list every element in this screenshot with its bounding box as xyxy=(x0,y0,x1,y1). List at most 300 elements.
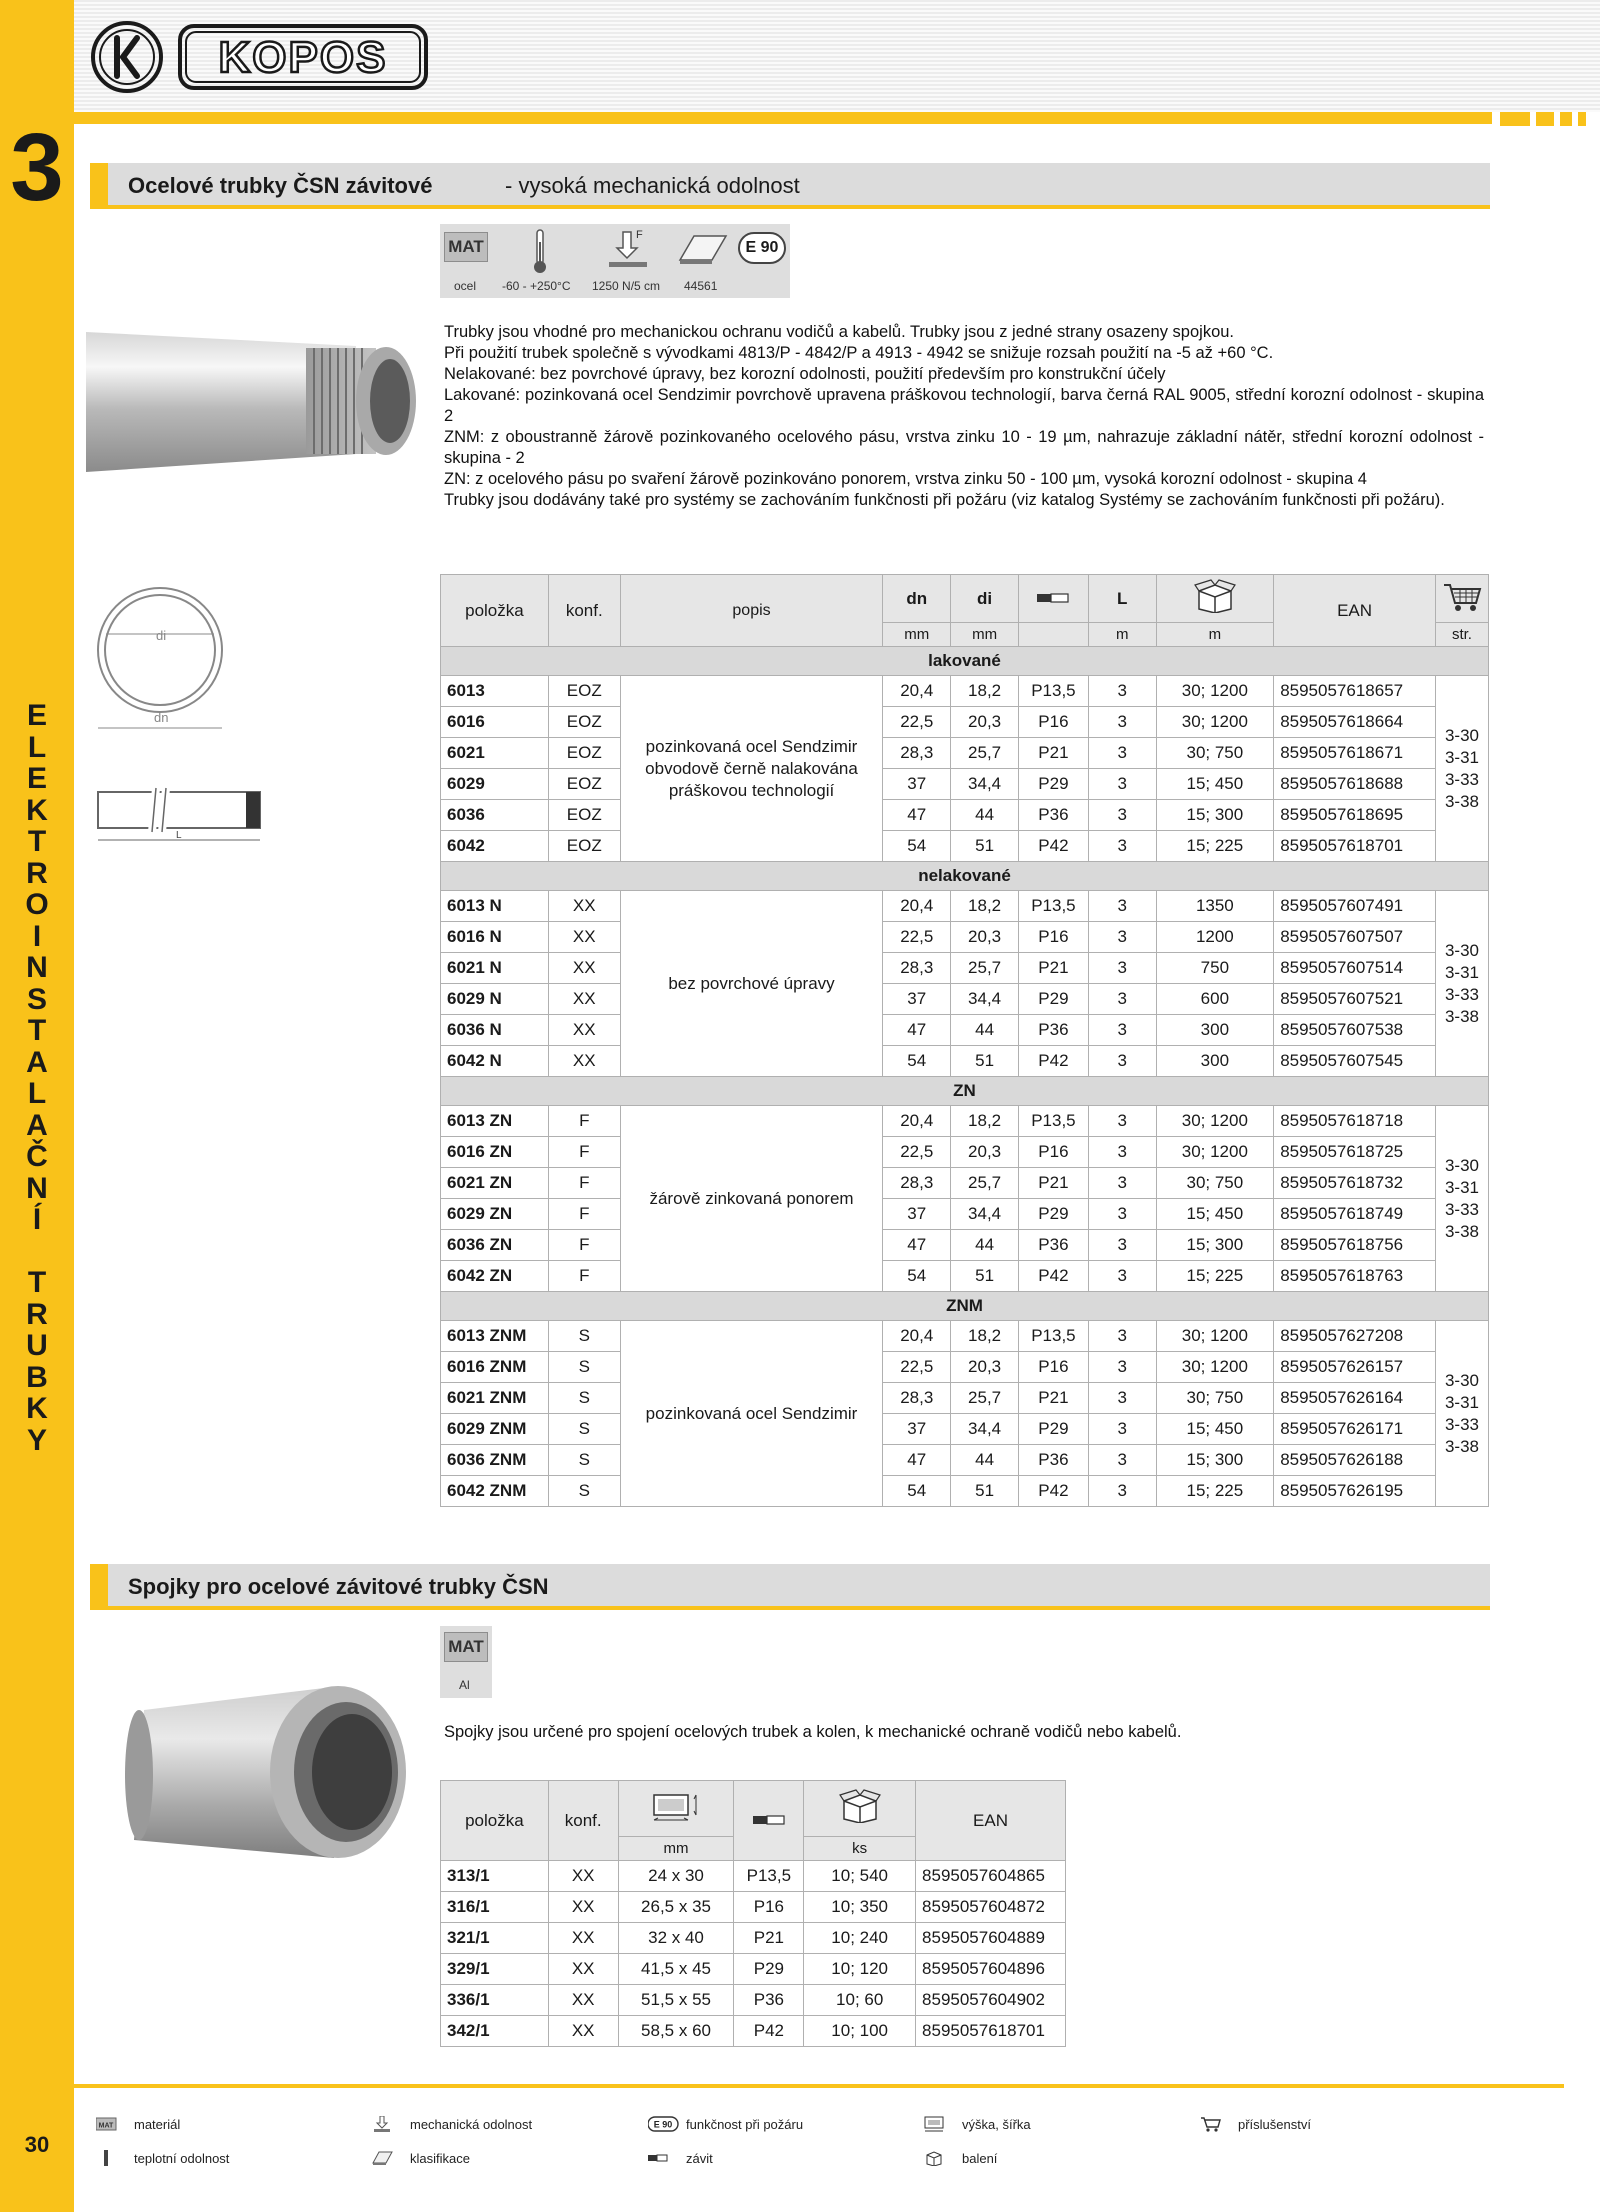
thread: P16 xyxy=(1018,1137,1088,1168)
packaging: 15; 300 xyxy=(1156,1230,1274,1261)
outer-diameter: 47 xyxy=(883,800,951,831)
legend-label: balení xyxy=(962,2151,998,2166)
unit-size: mm xyxy=(618,1837,734,1861)
thread: P13,5 xyxy=(1018,1321,1088,1352)
thread: P29 xyxy=(734,1954,804,1985)
thread: P36 xyxy=(734,1985,804,2016)
configuration: S xyxy=(548,1321,620,1352)
ean-code: 8595057618701 xyxy=(916,2016,1066,2047)
group-label: nelakované xyxy=(441,862,1489,891)
outer-diameter: 20,4 xyxy=(883,1106,951,1137)
legend-label: výška, šířka xyxy=(962,2117,1031,2132)
item-code: 342/1 xyxy=(441,2016,549,2047)
vertical-title-letter: R xyxy=(26,1297,48,1331)
item-code: 6021 ZNM xyxy=(441,1383,549,1414)
pipes-table xyxy=(440,574,1489,1507)
length: 3 xyxy=(1088,1352,1156,1383)
item-code: 329/1 xyxy=(441,1954,549,1985)
inner-diameter: 20,3 xyxy=(951,922,1019,953)
vertical-title-letter xyxy=(0,1236,74,1268)
pipes-description xyxy=(444,322,1484,511)
configuration: F xyxy=(548,1199,620,1230)
thread: P21 xyxy=(1018,1168,1088,1199)
mechanical-resistance-icon xyxy=(605,228,651,270)
col-di: di xyxy=(951,575,1019,623)
inner-diameter: 25,7 xyxy=(951,738,1019,769)
packaging-icon xyxy=(838,1789,882,1823)
configuration: S xyxy=(548,1383,620,1414)
thread: P29 xyxy=(1018,984,1088,1015)
vertical-title-letter: A xyxy=(26,1045,48,1079)
thread: P36 xyxy=(1018,1445,1088,1476)
configuration: S xyxy=(548,1414,620,1445)
item-code: 6029 N xyxy=(441,984,549,1015)
related-pages: 3-30 3-31 3-33 3-38 xyxy=(1435,1106,1488,1292)
vertical-title-letter: S xyxy=(26,982,47,1016)
table-group-row xyxy=(441,1292,1489,1321)
thread-icon xyxy=(752,1814,786,1826)
section-title: Ocelové trubky ČSN závitové xyxy=(128,173,433,198)
configuration: XX xyxy=(548,953,620,984)
table-row xyxy=(441,800,1489,831)
thread-icon xyxy=(1036,592,1070,604)
thread: P42 xyxy=(734,2016,804,2047)
inner-diameter: 34,4 xyxy=(951,984,1019,1015)
item-code: 321/1 xyxy=(441,1923,549,1954)
length: 3 xyxy=(1088,891,1156,922)
col-dn: dn xyxy=(883,575,951,623)
col-length: L xyxy=(1088,575,1156,623)
legend-label: funkčnost při požáru xyxy=(686,2117,804,2132)
section2-title: Spojky pro ocelové závitové trubky ČSN xyxy=(128,1574,549,1599)
table-row xyxy=(441,1476,1489,1507)
ean-code: 8595057618664 xyxy=(1274,707,1436,738)
packaging: 30; 1200 xyxy=(1156,1321,1274,1352)
unit-di: mm xyxy=(951,623,1019,647)
table-group-row xyxy=(441,647,1489,676)
vertical-title-letter: L xyxy=(27,730,47,764)
length: 3 xyxy=(1088,800,1156,831)
inner-diameter: 25,7 xyxy=(951,1168,1019,1199)
table-row xyxy=(441,1321,1489,1352)
item-code: 6016 ZN xyxy=(441,1137,549,1168)
item-code: 6013 N xyxy=(441,891,549,922)
item-code: 6042 ZNM xyxy=(441,1476,549,1507)
size: 41,5 x 45 xyxy=(618,1954,734,1985)
outer-diameter: 28,3 xyxy=(883,1168,951,1199)
configuration: XX xyxy=(548,1046,620,1077)
thermometer-icon xyxy=(96,2150,118,2166)
outer-diameter: 37 xyxy=(883,769,951,800)
packaging: 10; 540 xyxy=(804,1861,916,1892)
couplings-table xyxy=(440,1780,1066,2047)
accessories-icon xyxy=(1200,2116,1222,2132)
inner-diameter: 20,3 xyxy=(951,1352,1019,1383)
configuration: S xyxy=(548,1476,620,1507)
resistance-label: 1250 N/5 cm xyxy=(592,279,661,293)
legend-fire-text: E 90 xyxy=(653,2119,673,2130)
col-pack xyxy=(1156,575,1274,623)
ean-code: 8595057607545 xyxy=(1274,1046,1436,1077)
item-code: 6021 N xyxy=(441,953,549,984)
related-pages: 3-30 3-31 3-33 3-38 xyxy=(1435,891,1488,1077)
desc-line: Lakované: pozinkovaná ocel Sendzimir povrchově upravena práškovou technologií, barva černá RAL 9005, střední korozní odolnost - skupina 2 xyxy=(444,386,1484,425)
col-thread xyxy=(734,1781,804,1861)
ean-code: 8595057607491 xyxy=(1274,891,1436,922)
length: 3 xyxy=(1088,1321,1156,1352)
pipe-cross-section-diagram xyxy=(96,580,236,730)
packaging: 300 xyxy=(1156,1015,1274,1046)
vertical-title-letter: A xyxy=(26,1108,48,1142)
inner-diameter: 34,4 xyxy=(951,1199,1019,1230)
ean-code: 8595057607538 xyxy=(1274,1015,1436,1046)
table-row xyxy=(441,2016,1066,2047)
desc-line: Při použití trubek společně s vývodkami 4813/P - 4842/P a 4913 - 4942 se snižuje rozsah použití na -5 až +60 °C. xyxy=(444,344,1274,362)
thread: P16 xyxy=(1018,707,1088,738)
ean-code: 8595057618701 xyxy=(1274,831,1436,862)
inner-diameter: 44 xyxy=(951,1230,1019,1261)
packaging: 30; 1200 xyxy=(1156,707,1274,738)
table-row xyxy=(441,891,1489,922)
configuration: F xyxy=(548,1230,620,1261)
inner-diameter: 20,3 xyxy=(951,707,1019,738)
table-row xyxy=(441,953,1489,984)
packaging: 15; 225 xyxy=(1156,1476,1274,1507)
vertical-title-letter: T xyxy=(27,1014,47,1047)
outer-diameter: 37 xyxy=(883,1414,951,1445)
vertical-title-letter: N xyxy=(26,951,48,984)
configuration: XX xyxy=(548,1923,618,1954)
section-header-pipes xyxy=(90,163,1490,209)
inner-diameter: 18,2 xyxy=(951,676,1019,707)
configuration: XX xyxy=(548,1985,618,2016)
inner-diameter: 18,2 xyxy=(951,891,1019,922)
configuration: XX xyxy=(548,1015,620,1046)
group-description: pozinkovaná ocel Sendzimir xyxy=(620,1321,883,1507)
legend-label: materiál xyxy=(134,2117,181,2132)
table-row xyxy=(441,1923,1066,1954)
unit-dn: mm xyxy=(883,623,951,647)
thread: P42 xyxy=(1018,831,1088,862)
configuration: EOZ xyxy=(548,676,620,707)
inner-diameter: 18,2 xyxy=(951,1106,1019,1137)
packaging: 10; 240 xyxy=(804,1923,916,1954)
vertical-title-letter: Í xyxy=(32,1203,42,1236)
vertical-title-letter: E xyxy=(26,699,47,732)
table-row xyxy=(441,1352,1489,1383)
size: 24 x 30 xyxy=(618,1861,734,1892)
outer-diameter: 22,5 xyxy=(883,922,951,953)
thread: P29 xyxy=(1018,769,1088,800)
legend-label: teplotní odolnost xyxy=(134,2151,230,2166)
ean-code: 8595057607514 xyxy=(1274,953,1436,984)
packaging: 15; 300 xyxy=(1156,1445,1274,1476)
packaging: 15; 450 xyxy=(1156,1199,1274,1230)
packaging: 10; 120 xyxy=(804,1954,916,1985)
item-code: 6036 ZN xyxy=(441,1230,549,1261)
length: 3 xyxy=(1088,1168,1156,1199)
configuration: F xyxy=(548,1168,620,1199)
length: 3 xyxy=(1088,1137,1156,1168)
coupling-photo xyxy=(124,1680,414,1865)
thread: P21 xyxy=(1018,738,1088,769)
configuration: F xyxy=(548,1137,620,1168)
col-conf: konf. xyxy=(548,1781,618,1861)
length: 3 xyxy=(1088,676,1156,707)
packaging: 10; 100 xyxy=(804,2016,916,2047)
thread: P21 xyxy=(1018,953,1088,984)
vertical-title-letter: E xyxy=(26,762,47,795)
length: 3 xyxy=(1088,738,1156,769)
table-row xyxy=(441,738,1489,769)
vertical-title-letter: Č xyxy=(26,1140,48,1173)
fire-function-icon: E 90 xyxy=(738,232,786,264)
inner-diameter: 34,4 xyxy=(951,769,1019,800)
packaging: 600 xyxy=(1156,984,1274,1015)
inner-diameter: 51 xyxy=(951,1476,1019,1507)
ean-code: 8595057618749 xyxy=(1274,1199,1436,1230)
outer-diameter: 54 xyxy=(883,831,951,862)
thread: P29 xyxy=(1018,1414,1088,1445)
mat-icon: MAT xyxy=(444,232,488,262)
ean-code: 8595057618763 xyxy=(1274,1261,1436,1292)
packaging: 15; 225 xyxy=(1156,1261,1274,1292)
kopos-logo xyxy=(90,20,430,95)
ean-code: 8595057604902 xyxy=(916,1985,1066,2016)
mechanical-resistance-icon xyxy=(372,2116,394,2132)
size: 26,5 x 35 xyxy=(618,1892,734,1923)
configuration: EOZ xyxy=(548,800,620,831)
item-code: 6016 ZNM xyxy=(441,1352,549,1383)
outer-diameter: 37 xyxy=(883,1199,951,1230)
configuration: F xyxy=(548,1261,620,1292)
packaging-icon xyxy=(1193,579,1237,613)
desc-line: ZNM: z oboustranně žárově pozinkovaného ocelového pásu, vrstva zinku 10 - 19 µm, nahrazuje základní nátěr, střední korozní odolnost - skupina - 2 xyxy=(444,428,1484,467)
thread: P21 xyxy=(1018,1383,1088,1414)
item-code: 6036 ZNM xyxy=(441,1445,549,1476)
ean-code: 8595057626157 xyxy=(1274,1352,1436,1383)
thread: P13,5 xyxy=(734,1861,804,1892)
desc-line: Trubky jsou vhodné pro mechanickou ochranu vodičů a kabelů. Trubky jsou z jedné strany osazeny spojkou. xyxy=(444,323,1235,341)
ean-code: 8595057604872 xyxy=(916,1892,1066,1923)
packaging: 15; 450 xyxy=(1156,1414,1274,1445)
couplings-description: Spojky jsou určené pro spojení ocelových trubek a kolen, k mechanické ochraně vodičů nebo kabelů. xyxy=(444,1723,1182,1741)
configuration: S xyxy=(548,1352,620,1383)
thread: P36 xyxy=(1018,1230,1088,1261)
item-code: 336/1 xyxy=(441,1985,549,2016)
table-row xyxy=(441,1985,1066,2016)
ean-code: 8595057607521 xyxy=(1274,984,1436,1015)
footer-rule xyxy=(74,2084,1564,2088)
legend-label: mechanická odolnost xyxy=(410,2117,533,2132)
ean-code: 8595057604896 xyxy=(916,1954,1066,1985)
thread: P36 xyxy=(1018,1015,1088,1046)
table-row xyxy=(441,1015,1489,1046)
item-code: 6013 ZN xyxy=(441,1106,549,1137)
height-width-icon xyxy=(924,2116,946,2132)
classification-icon xyxy=(678,232,728,266)
material-label: ocel xyxy=(454,279,477,293)
packaging: 30; 750 xyxy=(1156,1383,1274,1414)
length: 3 xyxy=(1088,1261,1156,1292)
packaging: 30; 750 xyxy=(1156,1168,1274,1199)
item-code: 6029 ZNM xyxy=(441,1414,549,1445)
outer-diameter: 28,3 xyxy=(883,953,951,984)
table-row xyxy=(441,1046,1489,1077)
legend-mat-text: MAT xyxy=(98,2122,114,2130)
ean-code: 8595057604889 xyxy=(916,1923,1066,1954)
thread: P42 xyxy=(1018,1046,1088,1077)
unit-pack: ks xyxy=(804,1837,916,1861)
classification-label: 44561 xyxy=(684,279,718,293)
legend-label: klasifikace xyxy=(410,2151,470,2166)
outer-diameter: 47 xyxy=(883,1445,951,1476)
ean-code: 8595057618671 xyxy=(1274,738,1436,769)
group-description: žárově zinkovaná ponorem xyxy=(620,1106,883,1292)
configuration: EOZ xyxy=(548,738,620,769)
chapter-number: 3 xyxy=(10,114,64,221)
configuration: XX xyxy=(548,1954,618,1985)
table-row xyxy=(441,676,1489,707)
thread: P42 xyxy=(1018,1261,1088,1292)
properties-icon-strip xyxy=(440,224,790,298)
length: 3 xyxy=(1088,707,1156,738)
packaging: 10; 350 xyxy=(804,1892,916,1923)
desc-line: Trubky jsou dodávány také pro systémy se zachováním funkčnosti při požáru (viz katalog Systémy se zachováním funkčnosti při požáru). xyxy=(444,491,1445,509)
table-row xyxy=(441,1861,1066,1892)
ean-code: 8595057626195 xyxy=(1274,1476,1436,1507)
group-label: ZN xyxy=(441,1077,1489,1106)
col-ean: EAN xyxy=(1274,575,1436,647)
item-code: 6016 N xyxy=(441,922,549,953)
item-code: 316/1 xyxy=(441,1892,549,1923)
item-code: 313/1 xyxy=(441,1861,549,1892)
section-subtitle: - vysoká mechanická odolnost xyxy=(505,173,800,198)
length: 3 xyxy=(1088,1015,1156,1046)
configuration: EOZ xyxy=(548,707,620,738)
packaging: 15; 300 xyxy=(1156,800,1274,831)
thread: P16 xyxy=(734,1892,804,1923)
mat-icon: MAT xyxy=(444,1632,488,1662)
item-code: 6013 ZNM xyxy=(441,1321,549,1352)
thread-icon xyxy=(648,2150,670,2166)
table-row xyxy=(441,831,1489,862)
outer-diameter: 47 xyxy=(883,1230,951,1261)
packaging: 30; 1200 xyxy=(1156,1106,1274,1137)
vertical-title-letter: Y xyxy=(26,1423,47,1457)
configuration: XX xyxy=(548,2016,618,2047)
table-row xyxy=(441,1230,1489,1261)
ean-code: 8595057618756 xyxy=(1274,1230,1436,1261)
configuration: EOZ xyxy=(548,831,620,862)
inner-diameter: 44 xyxy=(951,1445,1019,1476)
col-item: položka xyxy=(441,1781,549,1861)
vertical-title-letter: R xyxy=(26,856,48,890)
table-row xyxy=(441,922,1489,953)
col-ean: EAN xyxy=(916,1781,1066,1861)
packaging-icon xyxy=(924,2150,946,2166)
inner-diameter: 25,7 xyxy=(951,1383,1019,1414)
thermometer-icon xyxy=(532,228,548,274)
table-row xyxy=(441,1445,1489,1476)
configuration: EOZ xyxy=(548,769,620,800)
vertical-title-letter: T xyxy=(27,825,47,858)
thread: P16 xyxy=(1018,922,1088,953)
header-squares xyxy=(1500,112,1600,126)
ean-code: 8595057618657 xyxy=(1274,676,1436,707)
outer-diameter: 20,4 xyxy=(883,676,951,707)
length: 3 xyxy=(1088,1230,1156,1261)
packaging: 30; 1200 xyxy=(1156,1352,1274,1383)
configuration: XX xyxy=(548,922,620,953)
configuration: XX xyxy=(548,891,620,922)
unit-length: m xyxy=(1088,623,1156,647)
length: 3 xyxy=(1088,1046,1156,1077)
table-row xyxy=(441,1892,1066,1923)
inner-diameter: 18,2 xyxy=(951,1321,1019,1352)
length: 3 xyxy=(1088,953,1156,984)
unit-pages: str. xyxy=(1435,623,1488,647)
item-code: 6042 ZN xyxy=(441,1261,549,1292)
thread: P42 xyxy=(1018,1476,1088,1507)
length-label: L xyxy=(176,830,182,841)
inner-diameter: 51 xyxy=(951,1046,1019,1077)
configuration: XX xyxy=(548,1892,618,1923)
thread: P13,5 xyxy=(1018,891,1088,922)
table-row xyxy=(441,1414,1489,1445)
thread: P16 xyxy=(1018,1352,1088,1383)
vertical-title-letter: T xyxy=(27,1266,47,1299)
table-row xyxy=(441,1106,1489,1137)
table-row xyxy=(441,1137,1489,1168)
col-pack xyxy=(804,1781,916,1837)
packaging: 750 xyxy=(1156,953,1274,984)
coupling-material-strip xyxy=(440,1626,492,1698)
header-rule xyxy=(74,112,1492,124)
logo-text: KOPOS xyxy=(218,33,388,82)
packaging: 1200 xyxy=(1156,922,1274,953)
force-letter: F xyxy=(636,229,643,241)
vertical-title-letter: U xyxy=(26,1329,48,1362)
outer-diameter: 22,5 xyxy=(883,1137,951,1168)
outer-diameter: 54 xyxy=(883,1476,951,1507)
vertical-title-letter: K xyxy=(26,1392,48,1425)
outer-diameter: 22,5 xyxy=(883,1352,951,1383)
ean-code: 8595057626171 xyxy=(1274,1414,1436,1445)
outer-diameter: 47 xyxy=(883,1015,951,1046)
item-code: 6036 N xyxy=(441,1015,549,1046)
fire-function-icon xyxy=(648,2116,680,2132)
dn-label: dn xyxy=(154,710,169,725)
length: 3 xyxy=(1088,769,1156,800)
vertical-title-letter: O xyxy=(25,888,49,921)
outer-diameter: 28,3 xyxy=(883,1383,951,1414)
ean-code: 8595057618718 xyxy=(1274,1106,1436,1137)
size: 58,5 x 60 xyxy=(618,2016,734,2047)
col-thread xyxy=(1018,575,1088,623)
section-header-couplings xyxy=(90,1564,1490,1610)
group-description: bez povrchové úpravy xyxy=(620,891,883,1077)
length: 3 xyxy=(1088,922,1156,953)
height-width-icon xyxy=(650,1789,702,1823)
configuration: XX xyxy=(548,1861,618,1892)
related-pages: 3-30 3-31 3-33 3-38 xyxy=(1435,676,1488,862)
length: 3 xyxy=(1088,831,1156,862)
table-row xyxy=(441,1954,1066,1985)
legend-label: příslušenství xyxy=(1238,2117,1311,2132)
length: 3 xyxy=(1088,1414,1156,1445)
packaging: 30; 1200 xyxy=(1156,676,1274,707)
